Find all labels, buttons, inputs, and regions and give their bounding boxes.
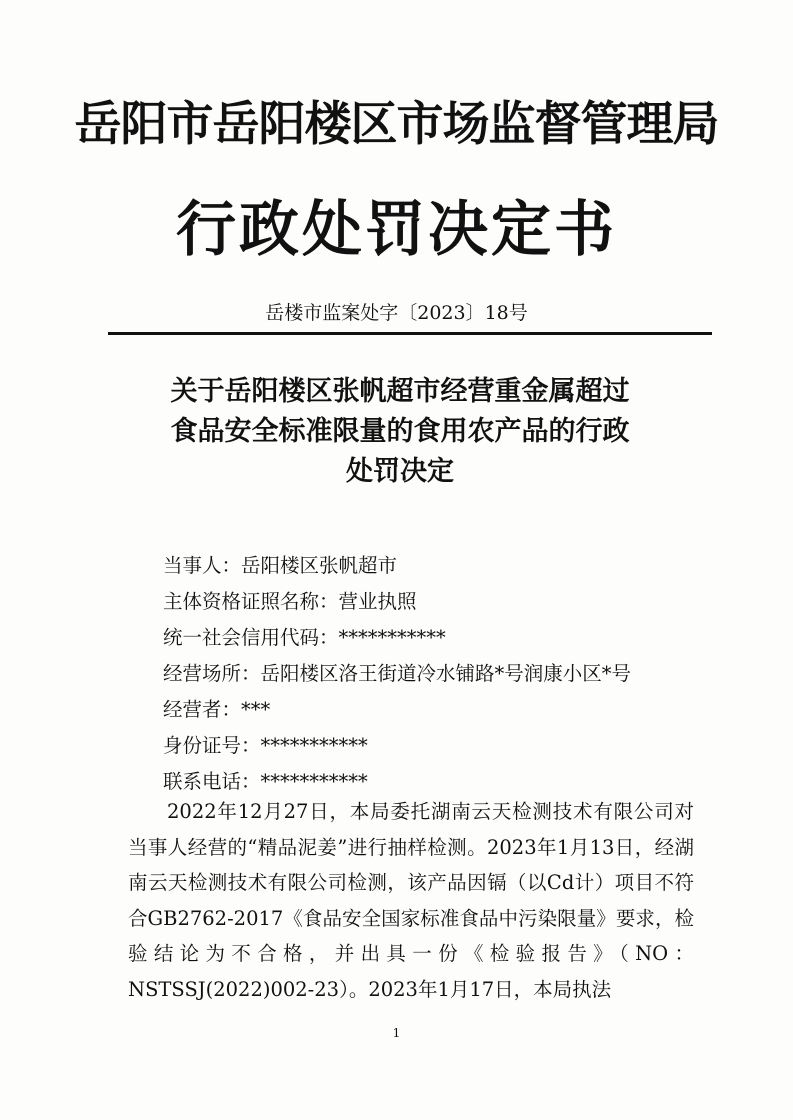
agency-name: 岳阳市岳阳楼区市场监督管理局 <box>74 97 719 152</box>
phone-field: 联系电话：*********** <box>163 770 368 793</box>
document-number: 岳楼市监案处字〔2023〕18号 <box>265 302 528 324</box>
business-address-field: 经营场所：岳阳楼区洛王街道冷水铺路*号润康小区*号 <box>163 662 632 685</box>
credit-code-field: 统一社会信用代码：*********** <box>163 626 446 649</box>
body-paragraph: 2022年12月27日，本局委托湖南云天检测技术有限公司对当事人经营的“精品泥姜”进行抽样检测。2023年1月13日，经湖南云天检测技术有限公司检测，该产品因镉（以Cd计）项目不符合GB2762-2017《食品安全国家标准食品中污染限量》要求，检验结论为不合格，并出具一份《检验报告》（NO：NSTSSJ(2022)002-23）。2023年1月17日，本局执法 <box>128 800 694 1001</box>
license-type-field: 主体资格证照名称：营业执照 <box>163 590 417 613</box>
party-info <box>163 548 723 800</box>
page-number: 1 <box>392 1026 401 1040</box>
document-type-title: 行政处罚决定书 <box>176 195 617 265</box>
subject-line: 食品安全标准限量的食用农产品的行政 <box>170 416 630 447</box>
operator-field: 经营者：*** <box>163 698 271 721</box>
subject-title <box>110 372 690 492</box>
subject-line: 处罚决定 <box>346 456 454 487</box>
header-divider <box>108 332 712 335</box>
party-name-field: 当事人：岳阳楼区张帆超市 <box>163 554 398 577</box>
subject-line: 关于岳阳楼区张帆超市经营重金属超过 <box>170 376 630 407</box>
id-number-field: 身份证号：*********** <box>163 734 368 757</box>
